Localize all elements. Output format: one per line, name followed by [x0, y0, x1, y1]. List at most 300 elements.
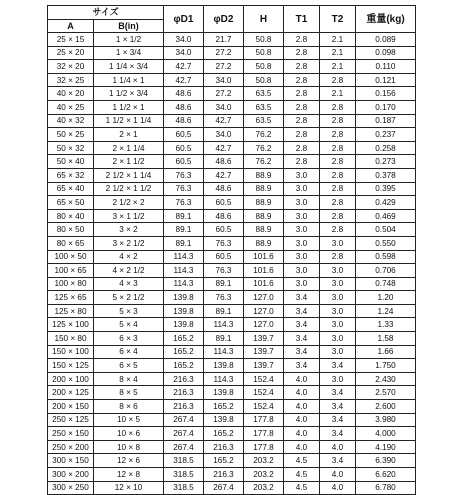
- size-b-cell: 2 1/2 × 2: [94, 196, 164, 210]
- h-cell: 50.8: [244, 60, 284, 74]
- d2-cell: 89.1: [204, 332, 244, 346]
- size-a-cell: 300 × 150: [48, 454, 94, 468]
- t2-cell: 2.8: [320, 114, 356, 128]
- d1-cell: 114.3: [164, 264, 204, 278]
- d2-cell: 165.2: [204, 427, 244, 441]
- table-row: [48, 291, 416, 305]
- d1-cell: 60.5: [164, 128, 204, 142]
- table-row: [48, 168, 416, 182]
- size-a-cell: 250 × 200: [48, 440, 94, 454]
- h-cell: 88.9: [244, 236, 284, 250]
- size-b-cell: 1 1/2 × 3/4: [94, 87, 164, 101]
- table-row: [48, 87, 416, 101]
- t1-cell: 3.4: [284, 291, 320, 305]
- t1-cell: 2.8: [284, 33, 320, 47]
- h-cell: 152.4: [244, 386, 284, 400]
- weight-cell: 4.000: [356, 427, 416, 441]
- t1-cell: 2.8: [284, 155, 320, 169]
- h-cell: 88.9: [244, 182, 284, 196]
- weight-cell: 1.66: [356, 345, 416, 359]
- size-b-cell: 1 1/4 × 3/4: [94, 60, 164, 74]
- d1-cell: 318.5: [164, 481, 204, 495]
- size-group-header: サイズ: [48, 6, 164, 20]
- t2-cell: 3.4: [320, 359, 356, 373]
- t1-header: T1: [284, 6, 320, 33]
- table-row: [48, 100, 416, 114]
- t2-cell: 3.0: [320, 236, 356, 250]
- d2-cell: 165.2: [204, 454, 244, 468]
- t2-cell: 2.8: [320, 73, 356, 87]
- size-b-cell: 12 × 6: [94, 454, 164, 468]
- d2-cell: 114.3: [204, 345, 244, 359]
- size-a-cell: 32 × 20: [48, 60, 94, 74]
- size-a-cell: 50 × 25: [48, 128, 94, 142]
- table-row: [48, 345, 416, 359]
- d2-cell: 89.1: [204, 277, 244, 291]
- size-b-cell: 6 × 5: [94, 359, 164, 373]
- h-cell: 101.6: [244, 264, 284, 278]
- weight-cell: 0.273: [356, 155, 416, 169]
- d2-cell: 76.3: [204, 264, 244, 278]
- size-a-cell: 125 × 80: [48, 304, 94, 318]
- d1-cell: 76.3: [164, 196, 204, 210]
- size-a-cell: 150 × 100: [48, 345, 94, 359]
- h-cell: 88.9: [244, 209, 284, 223]
- table-row: [48, 454, 416, 468]
- h-cell: 177.8: [244, 440, 284, 454]
- d1-cell: 139.8: [164, 291, 204, 305]
- table-row: [48, 73, 416, 87]
- t1-cell: 3.4: [284, 332, 320, 346]
- d2-cell: 42.7: [204, 141, 244, 155]
- t2-cell: 3.0: [320, 318, 356, 332]
- size-a-cell: 100 × 65: [48, 264, 94, 278]
- d1-cell: 165.2: [164, 345, 204, 359]
- table-row: [48, 427, 416, 441]
- t1-cell: 3.0: [284, 168, 320, 182]
- d2-cell: 60.5: [204, 223, 244, 237]
- d1-cell: 139.8: [164, 318, 204, 332]
- t1-cell: 2.8: [284, 128, 320, 142]
- size-b-cell: 5 × 3: [94, 304, 164, 318]
- table-row: [48, 209, 416, 223]
- t1-cell: 4.5: [284, 481, 320, 495]
- d2-cell: 60.5: [204, 250, 244, 264]
- d2-cell: 89.1: [204, 304, 244, 318]
- reducer-size-table: [47, 5, 416, 495]
- size-b-cell: 4 × 2 1/2: [94, 264, 164, 278]
- size-a-cell: 250 × 125: [48, 413, 94, 427]
- d1-cell: 60.5: [164, 141, 204, 155]
- size-b-cell: 1 1/2 × 1: [94, 100, 164, 114]
- table-row: [48, 236, 416, 250]
- size-b-cell: 4 × 2: [94, 250, 164, 264]
- t1-cell: 4.0: [284, 386, 320, 400]
- weight-cell: 0.598: [356, 250, 416, 264]
- t1-cell: 2.8: [284, 100, 320, 114]
- d2-cell: 27.2: [204, 46, 244, 60]
- t1-cell: 2.8: [284, 46, 320, 60]
- t1-cell: 3.0: [284, 196, 320, 210]
- h-cell: 177.8: [244, 427, 284, 441]
- d2-cell: 48.6: [204, 182, 244, 196]
- d2-cell: 34.0: [204, 100, 244, 114]
- weight-cell: 1.24: [356, 304, 416, 318]
- t2-cell: 3.0: [320, 345, 356, 359]
- weight-cell: 0.395: [356, 182, 416, 196]
- d2-cell: 34.0: [204, 73, 244, 87]
- size-b-cell: 12 × 8: [94, 468, 164, 482]
- size-a-cell: 40 × 25: [48, 100, 94, 114]
- table-row: [48, 33, 416, 47]
- t2-cell: 4.0: [320, 481, 356, 495]
- weight-cell: 0.378: [356, 168, 416, 182]
- h-cell: 203.2: [244, 454, 284, 468]
- t2-cell: 2.8: [320, 209, 356, 223]
- h-header: H: [244, 6, 284, 33]
- table-row: [48, 114, 416, 128]
- h-cell: 101.6: [244, 277, 284, 291]
- size-b-cell: 2 1/2 × 1 1/2: [94, 182, 164, 196]
- size-a-cell: 300 × 200: [48, 468, 94, 482]
- table-row: [48, 223, 416, 237]
- h-cell: 88.9: [244, 168, 284, 182]
- table-row: [48, 359, 416, 373]
- weight-cell: 2.430: [356, 372, 416, 386]
- weight-cell: 0.258: [356, 141, 416, 155]
- weight-cell: 0.237: [356, 128, 416, 142]
- size-a-cell: 200 × 150: [48, 400, 94, 414]
- t2-cell: 3.4: [320, 413, 356, 427]
- d1-cell: 139.8: [164, 304, 204, 318]
- d2-cell: 27.2: [204, 60, 244, 74]
- t1-cell: 3.0: [284, 236, 320, 250]
- weight-cell: 4.190: [356, 440, 416, 454]
- d1-cell: 216.3: [164, 372, 204, 386]
- d1-cell: 114.3: [164, 277, 204, 291]
- size-a-cell: 125 × 65: [48, 291, 94, 305]
- d1-cell: 42.7: [164, 60, 204, 74]
- t1-cell: 3.0: [284, 264, 320, 278]
- t1-cell: 4.5: [284, 468, 320, 482]
- weight-cell: 1.750: [356, 359, 416, 373]
- h-cell: 177.8: [244, 413, 284, 427]
- size-a-cell: 80 × 65: [48, 236, 94, 250]
- d1-cell: 42.7: [164, 73, 204, 87]
- t2-cell: 2.8: [320, 168, 356, 182]
- d1-cell: 165.2: [164, 359, 204, 373]
- weight-cell: 0.170: [356, 100, 416, 114]
- weight-cell: 0.089: [356, 33, 416, 47]
- table-row: [48, 141, 416, 155]
- size-b-cell: 2 × 1: [94, 128, 164, 142]
- size-a-cell: 150 × 125: [48, 359, 94, 373]
- d2-cell: 48.6: [204, 155, 244, 169]
- d2-cell: 114.3: [204, 372, 244, 386]
- table-row: [48, 481, 416, 495]
- size-b-cell: 5 × 2 1/2: [94, 291, 164, 305]
- t1-cell: 2.8: [284, 141, 320, 155]
- t1-cell: 3.4: [284, 359, 320, 373]
- size-b-cell: 8 × 4: [94, 372, 164, 386]
- t1-cell: 4.5: [284, 454, 320, 468]
- t1-cell: 2.8: [284, 114, 320, 128]
- size-b-cell: 1 1/2 × 1 1/4: [94, 114, 164, 128]
- size-a-cell: 80 × 50: [48, 223, 94, 237]
- weight-cell: 2.600: [356, 400, 416, 414]
- size-a-cell: 65 × 32: [48, 168, 94, 182]
- size-a-cell: 200 × 100: [48, 372, 94, 386]
- table-row: [48, 264, 416, 278]
- weight-cell: 6.780: [356, 481, 416, 495]
- t1-cell: 3.4: [284, 318, 320, 332]
- weight-cell: 1.20: [356, 291, 416, 305]
- size-b-cell: 1 × 3/4: [94, 46, 164, 60]
- weight-header: 重量(kg): [356, 6, 416, 33]
- table-row: [48, 250, 416, 264]
- size-b-cell: 1 × 1/2: [94, 33, 164, 47]
- d2-cell: 60.5: [204, 196, 244, 210]
- d2-cell: 76.3: [204, 236, 244, 250]
- table-row: [48, 182, 416, 196]
- weight-cell: 3.980: [356, 413, 416, 427]
- h-cell: 101.6: [244, 250, 284, 264]
- weight-cell: 0.156: [356, 87, 416, 101]
- d1-cell: 318.5: [164, 468, 204, 482]
- h-cell: 127.0: [244, 318, 284, 332]
- weight-cell: 0.706: [356, 264, 416, 278]
- d1-cell: 34.0: [164, 33, 204, 47]
- d2-cell: 139.8: [204, 386, 244, 400]
- d1-cell: 165.2: [164, 332, 204, 346]
- size-b-cell: 5 × 4: [94, 318, 164, 332]
- weight-cell: 6.620: [356, 468, 416, 482]
- d1-cell: 76.3: [164, 168, 204, 182]
- t1-cell: 3.4: [284, 304, 320, 318]
- h-cell: 139.7: [244, 345, 284, 359]
- d2-cell: 139.8: [204, 359, 244, 373]
- weight-cell: 6.390: [356, 454, 416, 468]
- h-cell: 88.9: [244, 223, 284, 237]
- d2-cell: 216.3: [204, 440, 244, 454]
- a-header: A: [48, 20, 94, 33]
- weight-cell: 0.121: [356, 73, 416, 87]
- d1-cell: 216.3: [164, 400, 204, 414]
- h-cell: 203.2: [244, 481, 284, 495]
- t2-cell: 2.1: [320, 46, 356, 60]
- size-a-cell: 25 × 15: [48, 33, 94, 47]
- t1-cell: 2.8: [284, 87, 320, 101]
- t1-cell: 3.0: [284, 277, 320, 291]
- table-row: [48, 60, 416, 74]
- t1-cell: 2.8: [284, 73, 320, 87]
- h-cell: 127.0: [244, 291, 284, 305]
- d1-cell: 216.3: [164, 386, 204, 400]
- d1-header: φD1: [164, 6, 204, 33]
- weight-cell: 1.33: [356, 318, 416, 332]
- size-a-cell: 80 × 40: [48, 209, 94, 223]
- d1-cell: 89.1: [164, 223, 204, 237]
- d1-cell: 267.4: [164, 440, 204, 454]
- t2-cell: 2.8: [320, 128, 356, 142]
- size-a-cell: 50 × 40: [48, 155, 94, 169]
- t1-cell: 3.0: [284, 250, 320, 264]
- weight-cell: 2.570: [356, 386, 416, 400]
- t1-cell: 4.0: [284, 427, 320, 441]
- d1-cell: 89.1: [164, 209, 204, 223]
- t1-cell: 3.4: [284, 345, 320, 359]
- t2-cell: 2.1: [320, 33, 356, 47]
- t2-cell: 3.0: [320, 291, 356, 305]
- t2-cell: 4.0: [320, 468, 356, 482]
- table-row: [48, 318, 416, 332]
- d1-cell: 48.6: [164, 114, 204, 128]
- d2-cell: 42.7: [204, 114, 244, 128]
- d1-cell: 48.6: [164, 87, 204, 101]
- size-a-cell: 100 × 50: [48, 250, 94, 264]
- t2-cell: 2.8: [320, 250, 356, 264]
- weight-cell: 0.748: [356, 277, 416, 291]
- weight-cell: 0.429: [356, 196, 416, 210]
- size-b-cell: 12 × 10: [94, 481, 164, 495]
- size-a-cell: 40 × 32: [48, 114, 94, 128]
- size-a-cell: 100 × 80: [48, 277, 94, 291]
- t2-cell: 2.8: [320, 223, 356, 237]
- size-a-cell: 40 × 20: [48, 87, 94, 101]
- t2-cell: 3.4: [320, 400, 356, 414]
- table-row: [48, 128, 416, 142]
- table-row: [48, 196, 416, 210]
- t2-cell: 3.4: [320, 427, 356, 441]
- size-b-cell: 3 × 2 1/2: [94, 236, 164, 250]
- t2-cell: 3.0: [320, 304, 356, 318]
- t2-cell: 3.0: [320, 277, 356, 291]
- table-row: [48, 332, 416, 346]
- t1-cell: 3.0: [284, 223, 320, 237]
- b-header: B(in): [94, 20, 164, 33]
- t1-cell: 4.0: [284, 372, 320, 386]
- t2-cell: 3.4: [320, 454, 356, 468]
- d1-cell: 318.5: [164, 454, 204, 468]
- weight-cell: 1.58: [356, 332, 416, 346]
- t2-cell: 2.8: [320, 141, 356, 155]
- d1-cell: 76.3: [164, 182, 204, 196]
- size-b-cell: 2 × 1 1/4: [94, 141, 164, 155]
- d2-cell: 27.2: [204, 87, 244, 101]
- size-b-cell: 10 × 6: [94, 427, 164, 441]
- d2-cell: 114.3: [204, 318, 244, 332]
- t2-cell: 2.8: [320, 196, 356, 210]
- size-b-cell: 3 × 2: [94, 223, 164, 237]
- size-b-cell: 1 1/4 × 1: [94, 73, 164, 87]
- weight-cell: 0.110: [356, 60, 416, 74]
- h-cell: 139.7: [244, 359, 284, 373]
- h-cell: 76.2: [244, 141, 284, 155]
- d1-cell: 267.4: [164, 413, 204, 427]
- t2-cell: 2.8: [320, 155, 356, 169]
- d2-cell: 165.2: [204, 400, 244, 414]
- d1-cell: 48.6: [164, 100, 204, 114]
- h-cell: 127.0: [244, 304, 284, 318]
- table-row: [48, 440, 416, 454]
- table-row: [48, 46, 416, 60]
- h-cell: 63.5: [244, 87, 284, 101]
- size-a-cell: 25 × 20: [48, 46, 94, 60]
- size-a-cell: 300 × 250: [48, 481, 94, 495]
- d2-cell: 42.7: [204, 168, 244, 182]
- t1-cell: 4.0: [284, 440, 320, 454]
- h-cell: 152.4: [244, 400, 284, 414]
- t2-cell: 2.1: [320, 60, 356, 74]
- table-row: [48, 468, 416, 482]
- size-b-cell: 8 × 6: [94, 400, 164, 414]
- weight-cell: 0.469: [356, 209, 416, 223]
- t1-cell: 4.0: [284, 400, 320, 414]
- size-b-cell: 10 × 5: [94, 413, 164, 427]
- d2-cell: 76.3: [204, 291, 244, 305]
- t1-cell: 3.0: [284, 209, 320, 223]
- weight-cell: 0.187: [356, 114, 416, 128]
- h-cell: 76.2: [244, 155, 284, 169]
- h-cell: 76.2: [244, 128, 284, 142]
- size-a-cell: 150 × 80: [48, 332, 94, 346]
- size-b-cell: 6 × 3: [94, 332, 164, 346]
- h-cell: 203.2: [244, 468, 284, 482]
- table-row: [48, 413, 416, 427]
- h-cell: 152.4: [244, 372, 284, 386]
- t2-cell: 3.0: [320, 332, 356, 346]
- d2-header: φD2: [204, 6, 244, 33]
- table-row: [48, 386, 416, 400]
- size-a-cell: 50 × 32: [48, 141, 94, 155]
- d2-cell: 216.3: [204, 468, 244, 482]
- d2-cell: 34.0: [204, 128, 244, 142]
- size-b-cell: 4 × 3: [94, 277, 164, 291]
- size-b-cell: 2 1/2 × 1 1/4: [94, 168, 164, 182]
- d1-cell: 89.1: [164, 236, 204, 250]
- d1-cell: 34.0: [164, 46, 204, 60]
- t2-cell: 4.0: [320, 440, 356, 454]
- h-cell: 50.8: [244, 33, 284, 47]
- d2-cell: 48.6: [204, 209, 244, 223]
- size-b-cell: 6 × 4: [94, 345, 164, 359]
- weight-cell: 0.504: [356, 223, 416, 237]
- table-row: [48, 155, 416, 169]
- d1-cell: 267.4: [164, 427, 204, 441]
- d2-cell: 267.4: [204, 481, 244, 495]
- size-a-cell: 250 × 150: [48, 427, 94, 441]
- d2-cell: 139.8: [204, 413, 244, 427]
- size-a-cell: 65 × 50: [48, 196, 94, 210]
- h-cell: 50.8: [244, 73, 284, 87]
- size-a-cell: 32 × 25: [48, 73, 94, 87]
- size-b-cell: 8 × 5: [94, 386, 164, 400]
- h-cell: 50.8: [244, 46, 284, 60]
- table-body: [48, 33, 416, 495]
- h-cell: 88.9: [244, 196, 284, 210]
- h-cell: 63.5: [244, 114, 284, 128]
- size-b-cell: 2 × 1 1/2: [94, 155, 164, 169]
- table-row: [48, 400, 416, 414]
- t1-cell: 2.8: [284, 60, 320, 74]
- weight-cell: 0.098: [356, 46, 416, 60]
- d1-cell: 60.5: [164, 155, 204, 169]
- h-cell: 63.5: [244, 100, 284, 114]
- t1-cell: 4.0: [284, 413, 320, 427]
- t2-cell: 3.0: [320, 372, 356, 386]
- size-a-cell: 125 × 100: [48, 318, 94, 332]
- weight-cell: 0.550: [356, 236, 416, 250]
